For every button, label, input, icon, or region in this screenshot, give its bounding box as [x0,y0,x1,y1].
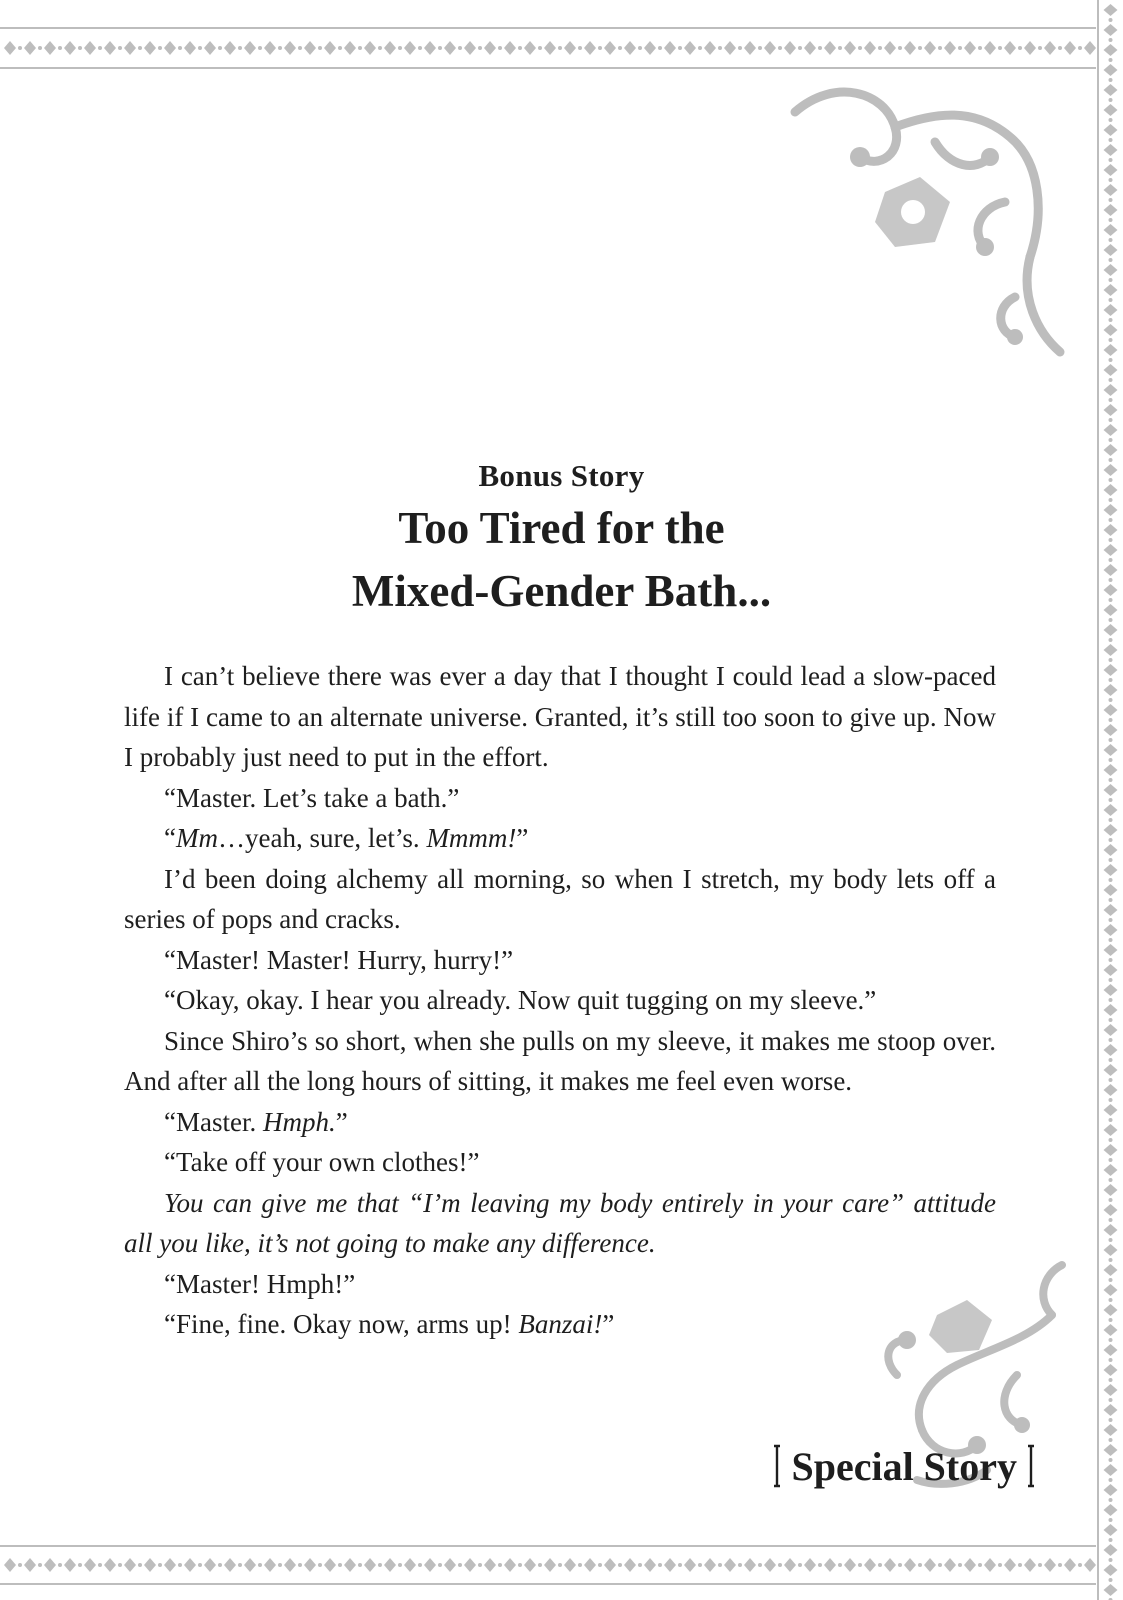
story-paragraph [124,778,996,819]
story-paragraph [124,1102,996,1143]
story-italic-text: You can give me that “I’m leaving my body entirely in your care” attitude all you like, it’s not going to make any difference. [124,1187,996,1258]
special-story-label: Special Story [791,1443,1017,1489]
story-paragraph [124,656,996,778]
story-text: “Master. Let’s take a bath.” [164,782,460,813]
story-italic-text: Mm [175,823,218,853]
story-paragraph [124,818,996,859]
story-paragraph [124,1142,996,1183]
story-text: “Fine, fine. Okay now, arms up! [164,1309,519,1339]
story-text: I can’t believe there was ever a day that I thought I could lead a slow-paced life if I came to an alternate universe. Granted, it’s still too soon to give up. Now I probably just need to put in the effort. [124,661,996,772]
bottom-border-pattern [0,1540,1096,1590]
story-text: “Master! Hmph!” [164,1268,356,1299]
right-border-pattern [1096,0,1123,1600]
left-bracket-ornament [773,1443,781,1489]
story-title-line-1: Too Tired for the [398,503,725,553]
story-text: I’d been doing alchemy all morning, so when I stretch, my body lets off a series of pops and cracks. [124,863,996,934]
story-italic-text: Hmph. [262,1106,336,1137]
special-story-footer [773,1438,1035,1494]
story-title-line-2: Mixed-Gender Bath... [351,566,772,616]
story-paragraph [124,1021,996,1102]
story-paragraph [124,859,996,940]
story-paragraph [124,1183,996,1264]
story-text: “Take off your own clothes!” [164,1147,480,1177]
story-text: “Master! Master! Hurry, hurry!” [164,944,514,975]
story-body [124,656,996,1345]
story-paragraph [124,940,996,981]
story-paragraph [124,980,996,1021]
story-paragraph [124,1264,996,1305]
story-text: ” [602,1309,615,1339]
story-text: ” [335,1106,348,1137]
story-italic-text: Banzai! [518,1309,603,1339]
right-bracket-ornament [1027,1443,1035,1489]
top-border-pattern [0,22,1096,74]
story-paragraph [124,1304,996,1345]
story-text: “Master. [164,1106,263,1137]
story-text: “ [164,823,176,853]
story-italic-text: Mmmm! [426,823,517,853]
story-text: ” [516,823,529,853]
top-right-flourish-ornament [775,82,1065,362]
section-label: Bonus Story [478,458,645,493]
story-text: …yeah, sure, let’s. [217,823,427,853]
story-text: “Okay, okay. I hear you already. Now quit tugging on my sleeve.” [164,985,877,1015]
story-text: Since Shiro’s so short, when she pulls on my sleeve, it makes me stoop over. And after all the long hours of sitting, it makes me feel even worse. [124,1025,996,1096]
